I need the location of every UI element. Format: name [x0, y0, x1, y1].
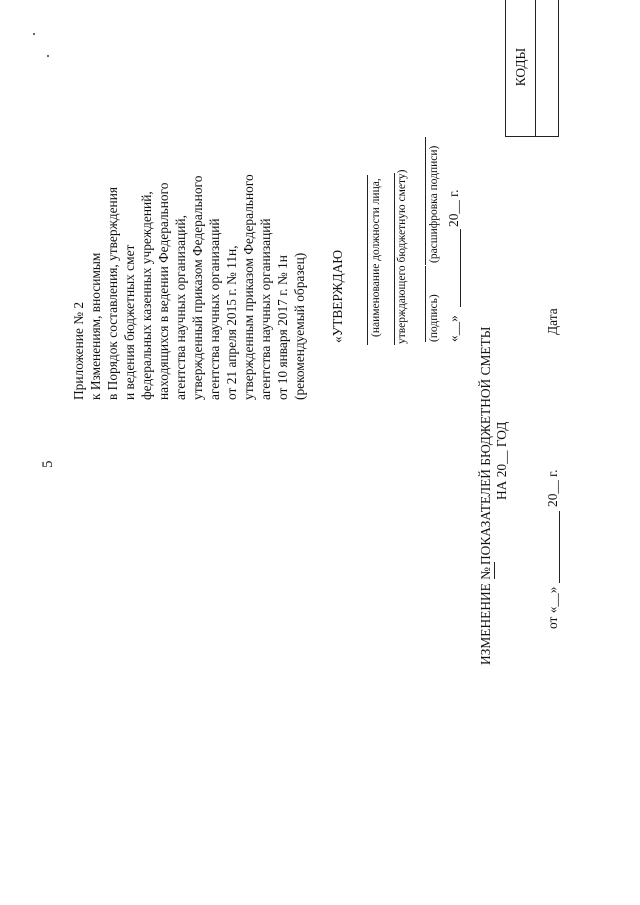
codes-header — [506, 0, 536, 136]
position-caption-2: утверждающего бюджетную смету) — [396, 169, 408, 344]
date-label: Дата — [545, 308, 560, 335]
smeta-heading-line-2: НА 20__ ГОД — [494, 421, 509, 500]
appendix-line: от 21 апреля 2015 г. № 11н, — [224, 245, 239, 400]
appendix-line: утвержденный приказом Федерального — [190, 175, 205, 400]
appendix-line: и ведения бюджетных смет — [122, 244, 137, 400]
appendix-line: утвержденным приказом Федерального — [241, 174, 256, 400]
decoding-caption: (расшифровка подписи) — [428, 145, 440, 263]
change-number-label: ИЗМЕНЕНИЕ № — [478, 567, 493, 665]
appendix-line: (рекомендуемый образец) — [292, 252, 307, 400]
approve-title: «УТВЕРЖДАЮ — [330, 249, 345, 343]
date-from-label: от «__» — [545, 586, 560, 629]
signature-line — [425, 266, 426, 342]
position-line — [367, 175, 368, 345]
approval-date-open: «__» — [446, 315, 461, 342]
appendix-block — [70, 174, 308, 400]
signature-caption: (подпись) — [428, 294, 440, 342]
position-line-2 — [394, 173, 395, 345]
date-from-line — [559, 511, 560, 583]
date-from-year: 20__ г. — [545, 469, 560, 507]
appendix-line: Приложение № 2 — [71, 301, 86, 400]
appendix-line: федеральных казенных учреждений, — [139, 191, 154, 400]
change-number-line — [494, 562, 495, 579]
approval-date-year: 20__ г. — [446, 189, 461, 227]
appendix-line: агентства научных организаций, — [173, 215, 188, 400]
appendix-line: находящихся в ведении Федерального — [156, 182, 171, 400]
smeta-heading-line-1: ПОКАЗАТЕЛЕЙ БЮДЖЕТНОЙ СМЕТЫ — [478, 326, 493, 565]
appendix-line: от 10 января 2017 г. № 1н — [275, 255, 290, 400]
page-number: 5 — [40, 460, 56, 468]
position-caption-1: (наименование должности лица, — [370, 178, 382, 337]
codes-label: КОДЫ — [512, 47, 528, 87]
appendix-line: агентства научных организаций — [207, 218, 222, 400]
approval-date-line — [460, 229, 461, 307]
appendix-line: агентства научных организаций — [258, 218, 273, 400]
decoding-line — [425, 137, 426, 265]
codes-table — [505, 0, 559, 137]
appendix-line: в Порядок составления, утверждения — [105, 186, 120, 400]
appendix-line: к Изменениям, вносимым — [88, 252, 103, 400]
